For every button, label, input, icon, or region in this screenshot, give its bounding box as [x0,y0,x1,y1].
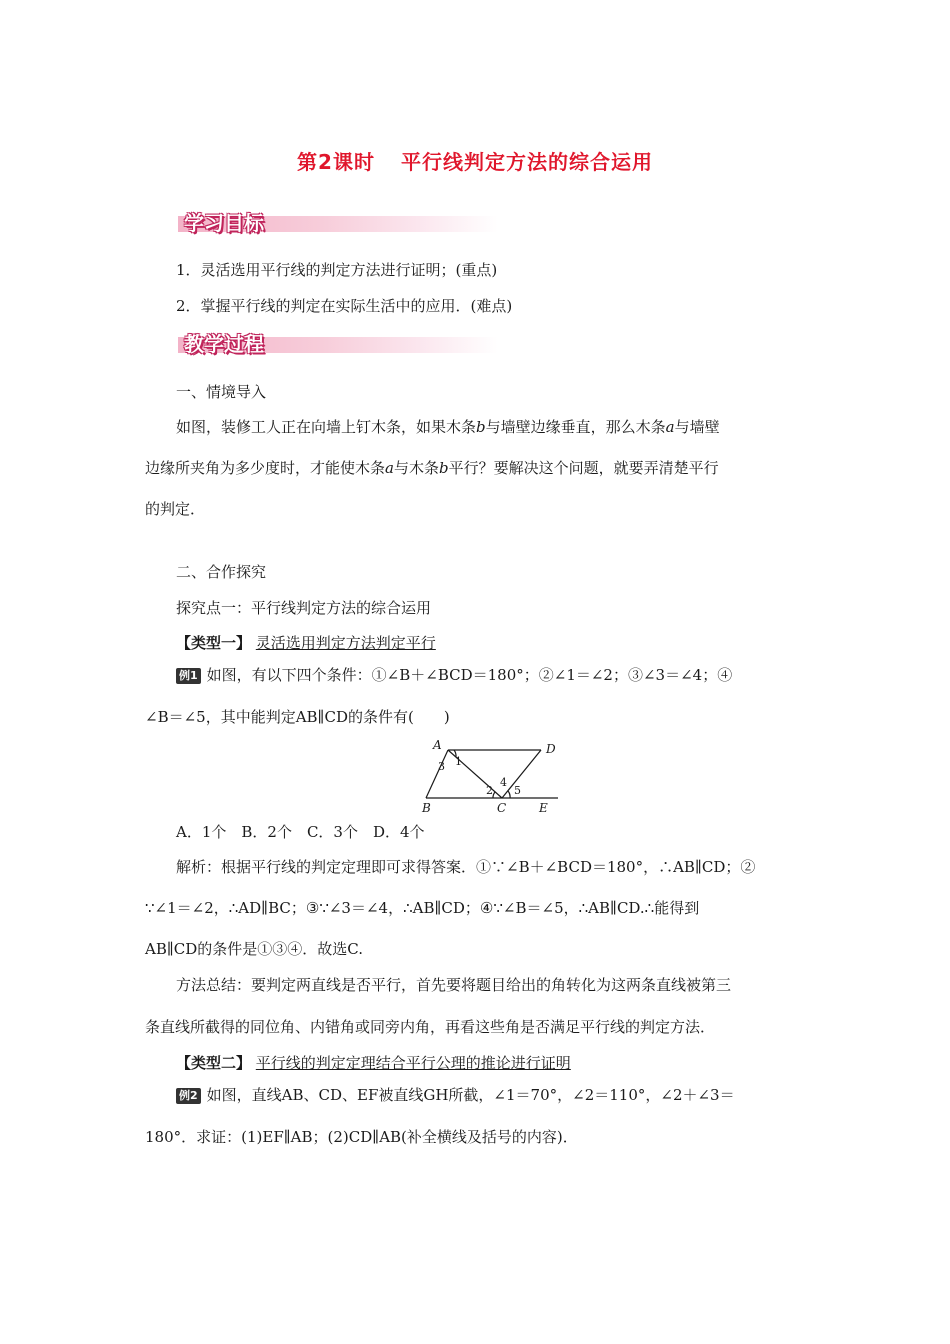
lesson-title: 平行线判定方法的综合运用 [400,150,653,174]
angle-label: 4 [500,776,507,789]
point-label: A [433,738,442,752]
angle-arc [508,791,510,798]
point-label: E [539,801,548,815]
page-title [0,146,950,175]
paragraph-line: 的判定． [145,500,206,518]
example-line: 例2 如图，直线AB、CD、EF被直线GH所截，∠1＝70°，∠2＝110°，∠2＋∠3＝ [176,1084,735,1106]
point-label: B [422,801,431,815]
banner-label: 教学过程 [184,332,264,356]
goal-item: 2．掌握平行线的判定在实际生活中的应用．(难点) [176,297,513,315]
point-label: D [546,742,556,756]
type-heading: 【类型二】 平行线的判定定理结合平行公理的推论进行证明 [176,1054,571,1072]
section-heading: 一、情境导入 [176,383,267,401]
angle-label: 1 [455,755,462,768]
angle-label: 5 [514,784,521,797]
answer-choices: A．1个 B．2个 C．3个 D．4个 [176,823,425,841]
summary-line: 方法总结：要判定两直线是否平行，首先要将题目给出的角转化为这两条直线被第三 [176,976,732,994]
analysis-line: AB∥CD的条件是①③④．故选C. [145,940,363,958]
angle-label: 2 [486,784,493,797]
type-heading: 【类型一】 灵活选用判定方法判定平行 [176,634,436,652]
lesson-number: 第2课时 [297,150,375,174]
paragraph-line: 如图，装修工人正在向墙上钉木条，如果木条b与墙壁边缘垂直，那么木条a与墙壁 [176,418,720,436]
angle-label: 3 [438,760,445,773]
banner-label: 学习目标 [184,211,264,235]
angle-arc [493,792,495,798]
example-line: ∠B＝∠5，其中能判定AB∥CD的条件有( ) [145,708,450,726]
example-tag: 例1 [176,668,201,684]
example-tag: 例2 [176,1088,201,1104]
summary-line: 条直线所截得的同位角、内错角或同旁内角，再看这些角是否满足平行线的判定方法． [145,1018,716,1036]
geometry-figure [418,738,568,816]
segment-DC [502,750,541,798]
section-banner-goals [178,207,498,237]
paragraph-line: 边缘所夹角为多少度时，才能使木条a与木条b平行？要解决这个问题，就要弄清楚平行 [145,459,719,477]
section-banner-process [178,328,498,358]
example-line: 例1 如图，有以下四个条件：①∠B＋∠BCD＝180°；②∠1＝∠2；③∠3＝∠4；④ [176,664,732,686]
goal-item: 1．灵活选用平行线的判定方法进行证明；(重点) [176,261,498,279]
point-label: C [497,801,507,815]
segment-AB [426,750,448,798]
analysis-line: 解析：根据平行线的判定定理即可求得答案．①∵∠B＋∠BCD＝180°，∴AB∥CD；② [176,858,756,876]
example-line: 180°．求证：(1)EF∥AB；(2)CD∥AB(补全横线及括号的内容)． [145,1128,578,1146]
analysis-line: ∵∠1＝∠2，∴AD∥BC；③∵∠3＝∠4，∴AB∥CD；④∵∠B＝∠5，∴AB∥CD.∴能得到 [145,899,700,917]
section-heading: 二、合作探究 [176,563,267,581]
explore-point: 探究点一：平行线判定方法的综合运用 [176,599,432,617]
